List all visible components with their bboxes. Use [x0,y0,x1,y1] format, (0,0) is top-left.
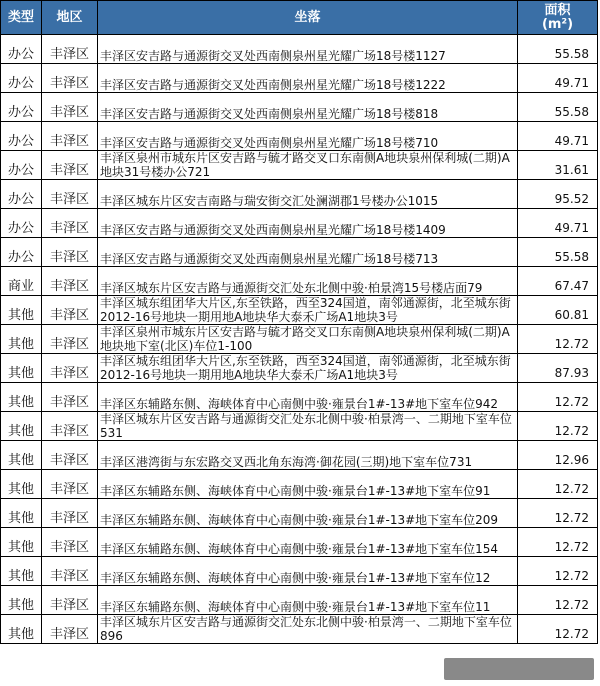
cell-location: 丰泽区城东片区安吉南路与瑞安街交汇处澜湖郡1号楼办公1015 [98,180,518,209]
cell-area: 丰泽区 [42,325,98,354]
table-row [1,354,598,383]
cell-type: 其他 [1,296,42,325]
cell-location: 丰泽区安吉路与通源街交叉处西南侧泉州星光耀广场18号楼818 [98,93,518,122]
cell-area: 丰泽区 [42,180,98,209]
header-row [1,1,598,35]
cell-type: 办公 [1,122,42,151]
cell-size: 55.58 [518,93,598,122]
cell-type: 其他 [1,557,42,586]
cell-type: 其他 [1,470,42,499]
cell-area: 丰泽区 [42,35,98,64]
cell-area: 丰泽区 [42,151,98,180]
cell-location: 丰泽区泉州市城东片区安吉路与毓才路交叉口东南侧A地块泉州保利城(二期)A地块地下室(北区)车位1-100 [98,325,518,354]
cell-size: 60.81 [518,296,598,325]
cell-size: 12.72 [518,383,598,412]
cell-type: 其他 [1,354,42,383]
cell-size: 87.93 [518,354,598,383]
cell-location: 丰泽区城东组团华大片区,东至铁路，西至324国道，南邻通源街，北至城东街2012-16号地块一期用地A地块华大泰禾广场A1地块3号 [98,296,518,325]
cell-location: 丰泽区东辅路东侧、海峡体育中心南侧中骏·雍景台1#-13#地下室车位942 [98,383,518,412]
header-area: 地区 [42,1,98,35]
cell-size: 12.72 [518,615,598,644]
cell-type: 其他 [1,412,42,441]
cell-location: 丰泽区安吉路与通源街交叉处西南侧泉州星光耀广场18号楼1222 [98,64,518,93]
cell-area: 丰泽区 [42,557,98,586]
table-row [1,93,598,122]
table-row [1,441,598,470]
table-row [1,35,598,64]
cell-location: 丰泽区安吉路与通源街交叉处西南侧泉州星光耀广场18号楼1409 [98,209,518,238]
table-row [1,528,598,557]
cell-type: 其他 [1,586,42,615]
cell-type: 其他 [1,383,42,412]
cell-area: 丰泽区 [42,499,98,528]
cell-area: 丰泽区 [42,267,98,296]
cell-size: 12.72 [518,499,598,528]
cell-location: 丰泽区安吉路与通源街交叉处西南侧泉州星光耀广场18号楼710 [98,122,518,151]
cell-location: 丰泽区东辅路东侧、海峡体育中心南侧中骏·雍景台1#-13#地下室车位154 [98,528,518,557]
cell-size: 55.58 [518,238,598,267]
cell-size: 67.47 [518,267,598,296]
header-type: 类型 [1,1,42,35]
cell-area: 丰泽区 [42,586,98,615]
cell-size: 31.61 [518,151,598,180]
table-row [1,180,598,209]
cell-location: 丰泽区城东片区安吉路与通源街交汇处东北侧中骏·柏景湾一、二期地下室车位896 [98,615,518,644]
cell-type: 其他 [1,615,42,644]
header-size [518,1,598,35]
cell-size: 12.72 [518,412,598,441]
cell-area: 丰泽区 [42,615,98,644]
cell-location: 丰泽区东辅路东侧、海峡体育中心南侧中骏·雍景台1#-13#地下室车位91 [98,470,518,499]
table-row [1,296,598,325]
table-row [1,122,598,151]
cell-location: 丰泽区泉州市城东片区安吉路与毓才路交叉口东南侧A地块泉州保利城(二期)A地块31号楼办公721 [98,151,518,180]
table-row [1,209,598,238]
cell-size: 12.72 [518,586,598,615]
cell-area: 丰泽区 [42,209,98,238]
cell-type: 办公 [1,35,42,64]
cell-area: 丰泽区 [42,64,98,93]
cell-area: 丰泽区 [42,122,98,151]
cell-size: 49.71 [518,64,598,93]
cell-type: 其他 [1,441,42,470]
header-size-unit: (m²) [541,16,574,32]
cell-size: 12.72 [518,557,598,586]
cell-area: 丰泽区 [42,93,98,122]
cell-area: 丰泽区 [42,470,98,499]
table-row [1,557,598,586]
header-location: 坐落 [98,1,518,35]
cell-area: 丰泽区 [42,354,98,383]
table-row [1,238,598,267]
cell-size: 95.52 [518,180,598,209]
cell-type: 其他 [1,325,42,354]
header-size-label: 面积 [544,2,571,18]
cell-location: 丰泽区安吉路与通源街交叉处西南侧泉州星光耀广场18号楼1127 [98,35,518,64]
cell-size: 12.72 [518,528,598,557]
cell-location: 丰泽区港湾街与东宏路交叉西北角东海湾·御花园(三期)地下室车位731 [98,441,518,470]
cell-type: 办公 [1,64,42,93]
cell-location: 丰泽区东辅路东侧、海峡体育中心南侧中骏·雍景台1#-13#地下室车位12 [98,557,518,586]
cell-size: 49.71 [518,209,598,238]
table-row [1,499,598,528]
cell-type: 办公 [1,93,42,122]
cell-area: 丰泽区 [42,383,98,412]
watermark-overlay [444,658,594,680]
cell-type: 其他 [1,528,42,557]
cell-location: 丰泽区城东片区安吉路与通源街交汇处东北侧中骏·柏景湾一、二期地下室车位531 [98,412,518,441]
cell-size: 49.71 [518,122,598,151]
cell-size: 12.72 [518,470,598,499]
table-row [1,383,598,412]
cell-type: 办公 [1,209,42,238]
cell-location: 丰泽区东辅路东侧、海峡体育中心南侧中骏·雍景台1#-13#地下室车位11 [98,586,518,615]
cell-location: 丰泽区安吉路与通源街交叉处西南侧泉州星光耀广场18号楼713 [98,238,518,267]
cell-area: 丰泽区 [42,238,98,267]
cell-type: 其他 [1,499,42,528]
cell-size: 12.96 [518,441,598,470]
table-row [1,586,598,615]
cell-area: 丰泽区 [42,296,98,325]
cell-type: 商业 [1,267,42,296]
table-row [1,267,598,296]
cell-location: 丰泽区城东组团华大片区,东至铁路，西至324国道，南邻通源街，北至城东街2012-16号地块一期用地A地块华大泰禾广场A1地块3号 [98,354,518,383]
table-row [1,64,598,93]
cell-area: 丰泽区 [42,528,98,557]
cell-size: 55.58 [518,35,598,64]
cell-location: 丰泽区城东片区安吉路与通源街交汇处东北侧中骏·柏景湾15号楼店面79 [98,267,518,296]
cell-location: 丰泽区东辅路东侧、海峡体育中心南侧中骏·雍景台1#-13#地下室车位209 [98,499,518,528]
table-row [1,325,598,354]
table-row [1,151,598,180]
cell-size: 12.72 [518,325,598,354]
cell-area: 丰泽区 [42,441,98,470]
table-row [1,470,598,499]
table-row [1,412,598,441]
cell-type: 办公 [1,151,42,180]
cell-type: 办公 [1,238,42,267]
table-row [1,615,598,644]
cell-area: 丰泽区 [42,412,98,441]
table-body [1,35,598,644]
cell-type: 办公 [1,180,42,209]
